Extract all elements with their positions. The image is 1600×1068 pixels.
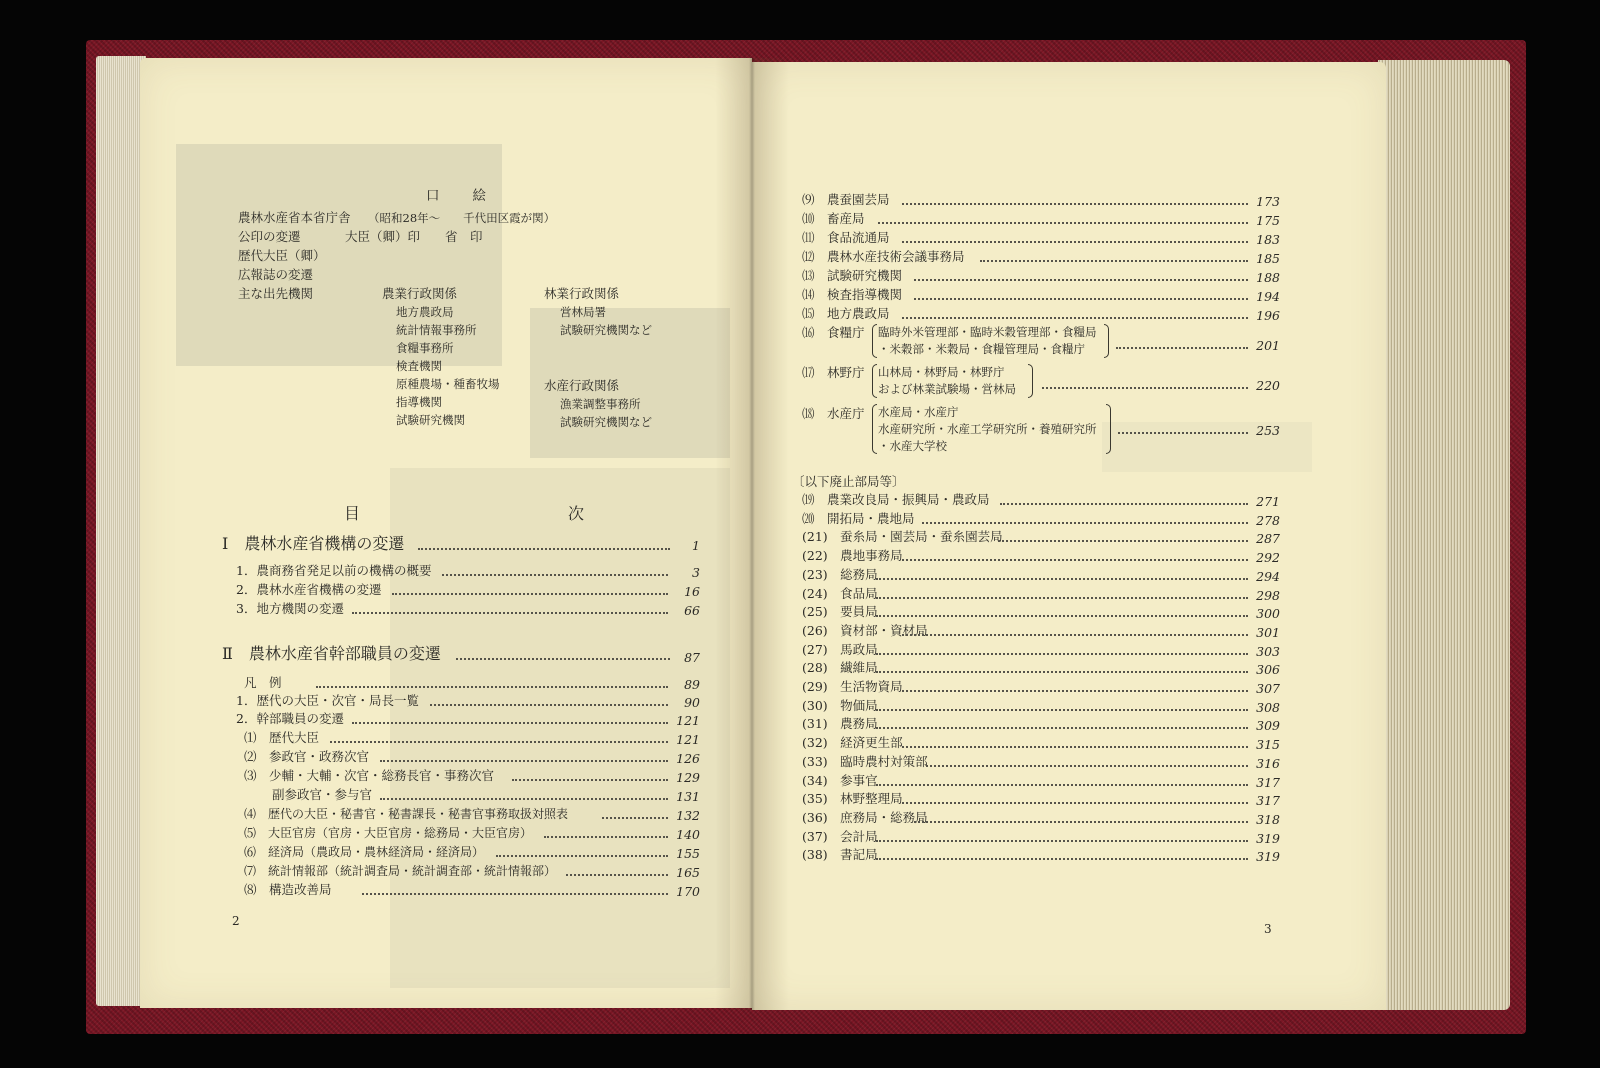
left-page [140, 58, 752, 1008]
leader-dots [442, 574, 668, 576]
toc-page: 90 [684, 695, 700, 710]
leader-dots [980, 260, 1248, 262]
brace-right [1106, 404, 1111, 454]
toc-entry: (23) 総務局 [802, 566, 878, 582]
toc-page: 307 [1256, 681, 1280, 696]
leader-dots [316, 686, 668, 688]
leader-dots [922, 522, 1248, 524]
toc-entry: ⒁ 検査指導機関 [802, 287, 903, 302]
leader-dots [902, 203, 1248, 205]
toc-page: 315 [1256, 737, 1280, 753]
toc-page: 89 [684, 677, 700, 692]
toc-entry: ⒂ 地方農政局 [802, 306, 890, 321]
toc-entry: ⑻ 構造改善局 [244, 882, 332, 897]
brace-line: ・米穀部・米穀局・食糧管理局・食糧庁 [878, 342, 1085, 356]
frontis-line: 歴代大臣（卿） [238, 248, 326, 263]
toc-entry: (32) 経済更生部 [802, 735, 903, 751]
leader-dots [430, 704, 668, 706]
toc-entry: (33) 臨時農村対策部 [802, 753, 928, 769]
toc-page: 1 [692, 538, 700, 553]
leader-dots [914, 298, 1248, 300]
toc-page: 66 [684, 603, 700, 618]
right-page [752, 62, 1386, 1010]
toc-page: 87 [684, 650, 700, 665]
leader-dots [512, 779, 668, 781]
leader-dots [926, 765, 1248, 767]
page-edges-left [96, 56, 146, 1006]
toc-title: 目 [344, 504, 361, 523]
toc-entry: (35) 林野整理局 [802, 791, 903, 807]
agri-item: 原種農場・種畜牧場 [396, 377, 500, 391]
toc-page: 16 [684, 584, 700, 599]
brace-right [1028, 364, 1033, 398]
leader-dots [1118, 432, 1248, 434]
toc-page: 196 [1256, 308, 1280, 323]
page-number: 3 [1264, 922, 1272, 936]
leader-dots [876, 858, 1248, 860]
leader-dots [1000, 503, 1248, 505]
toc-entry: ⑽ 畜産局 [802, 211, 865, 226]
toc-section-2: Ⅱ 農林水産省幹部職員の変遷 [222, 644, 441, 663]
leader-dots [1042, 387, 1248, 389]
toc-entry: ⑹ 経済局（農政局・農林経済局・経済局） [244, 845, 485, 859]
toc-entry: (30) 物価局 [802, 697, 878, 713]
toc-entry: ⑿ 農林水産技術会議事務局 [802, 249, 965, 264]
leader-dots [380, 760, 668, 762]
leader-dots [902, 634, 1248, 636]
toc-page: 309 [1256, 718, 1280, 734]
leader-dots [902, 241, 1248, 243]
leader-dots [496, 855, 668, 857]
toc-entry: ⒆ 農業改良局・振興局・農政局 [802, 492, 990, 507]
brace-line: および林業試験場・営林局 [878, 382, 1016, 396]
leader-dots [876, 671, 1248, 673]
agri-item: 検査機関 [396, 359, 442, 373]
toc-entry: (24) 食品局 [802, 585, 878, 601]
toc-entry: (26) 資材部・資材局 [802, 622, 928, 638]
leader-dots [456, 658, 670, 660]
brace-left [872, 404, 877, 454]
toc-page: 121 [676, 732, 700, 747]
toc-entry: ⑼ 農蚕園芸局 [802, 192, 890, 207]
leader-dots [876, 653, 1248, 655]
toc-entry: (38) 書記局 [802, 847, 878, 863]
leader-dots [362, 893, 668, 895]
frontis-line: 広報誌の変遷 [238, 267, 314, 282]
toc-page: 316 [1256, 755, 1280, 771]
leader-dots [876, 709, 1248, 711]
toc-entry: 1．農商務省発足以前の機構の概要 [236, 563, 432, 578]
leader-dots [876, 615, 1248, 617]
leader-dots [876, 597, 1248, 599]
toc-entry: (29) 生活物資局 [802, 679, 903, 694]
leader-dots [1116, 347, 1248, 349]
toc-page: 318 [1256, 811, 1280, 827]
brace-line: 山林局・林野局・林野庁 [878, 365, 1005, 379]
toc-entry: ⒀ 試験研究機関 [802, 268, 903, 283]
toc-page: 140 [676, 827, 700, 842]
fish-head: 水産行政関係 [544, 378, 620, 393]
brace-left [872, 324, 877, 358]
brace-line: 水産局・水産庁 [878, 405, 959, 419]
brace-left [872, 364, 877, 398]
leader-dots [902, 802, 1248, 804]
brace-line: 水産研究所・水産工学研究所・養殖研究所 [878, 422, 1097, 436]
leader-dots [902, 746, 1248, 748]
toc-page: 183 [1256, 232, 1280, 247]
agri-item: 統計情報事務所 [396, 323, 477, 337]
toc-page: 131 [676, 789, 700, 804]
agri-item: 食糧事務所 [396, 341, 454, 355]
toc-page: 155 [676, 846, 700, 861]
toc-entry: ⒇ 開拓局・農地局 [802, 510, 915, 526]
leader-dots [902, 559, 1248, 561]
toc-entry: (37) 会計局 [802, 828, 878, 844]
toc-entry: (21) 蚕糸局・園芸局・蚕糸園芸局 [802, 529, 1003, 545]
toc-page: 294 [1256, 568, 1280, 584]
frontis-note: （昭和28年～ 千代田区霞が関） [368, 211, 556, 225]
toc-entry: 3．地方機関の変遷 [236, 601, 344, 616]
toc-entry: ⑷ 歴代の大臣・秘書官・秘書課長・秘書官事務取扱対照表 [244, 807, 569, 821]
leader-dots [876, 840, 1248, 842]
toc-page: 317 [1256, 774, 1280, 790]
toc-entry: 凡 例 [244, 675, 282, 690]
agri-item: 試験研究機関 [396, 413, 465, 427]
toc-entry: ⒄ 林野庁 [802, 365, 865, 380]
forest-item: 試験研究機関など [560, 323, 652, 337]
toc-entry: 2．幹部職員の変遷 [236, 711, 344, 726]
page-edges-right [1378, 60, 1510, 1010]
toc-entry: (22) 農地事務局 [802, 548, 903, 564]
toc-page: 173 [1256, 194, 1280, 209]
toc-page: 121 [676, 713, 700, 728]
leader-dots [876, 727, 1248, 729]
toc-page: 188 [1256, 270, 1280, 285]
leader-dots [352, 722, 668, 724]
frontis-line: 主な出先機関 [238, 286, 314, 301]
frontis-line: 公印の変遷 [238, 229, 301, 244]
toc-page: 308 [1256, 699, 1280, 715]
toc-entry: ⑴ 歴代大臣 [244, 730, 320, 745]
toc-entry: (27) 馬政局 [802, 641, 878, 657]
page-number: 2 [232, 914, 240, 928]
toc-entry: (36) 庶務局・総務局 [802, 809, 928, 825]
toc-entry: ⑵ 参政官・政務次官 [244, 749, 370, 764]
agri-head: 農業行政関係 [382, 286, 458, 301]
frontispiece-title: 口 絵 [426, 188, 488, 204]
leader-dots [902, 690, 1248, 692]
leader-dots [876, 784, 1248, 786]
toc-page: 129 [676, 770, 700, 785]
toc-page: 201 [1256, 338, 1280, 353]
toc-section-1: Ⅰ 農林水産省機構の変遷 [222, 534, 405, 553]
leader-dots [602, 817, 668, 819]
toc-page: 292 [1256, 550, 1280, 566]
toc-page: 253 [1256, 423, 1280, 438]
toc-page: 185 [1256, 251, 1280, 266]
brace-line: 臨時外米管理部・臨時米穀管理部・食糧局 [878, 325, 1097, 339]
forest-item: 営林局署 [560, 305, 606, 319]
toc-page: 306 [1256, 662, 1280, 678]
toc-page: 170 [676, 884, 700, 899]
toc-page: 3 [692, 565, 700, 580]
leader-dots [876, 578, 1248, 580]
toc-entry: 副参政官・参与官 [272, 787, 373, 802]
toc-page: 301 [1256, 624, 1280, 640]
leader-dots [566, 874, 668, 876]
toc-entry: (34) 参事官 [802, 772, 878, 788]
frontis-note: 大臣（卿）印 省 印 [345, 229, 483, 244]
leader-dots [902, 317, 1248, 319]
toc-entry: ⑺ 統計情報部（統計調査局・統計調査部・統計情報部） [244, 864, 557, 878]
toc-page: 175 [1256, 213, 1280, 228]
agri-item: 指導機関 [396, 395, 442, 409]
fish-item: 試験研究機関など [560, 415, 652, 429]
toc-entry: ⒅ 水産庁 [802, 406, 865, 421]
leader-dots [544, 836, 668, 838]
toc-page: 319 [1256, 830, 1280, 846]
leader-dots [330, 741, 668, 743]
brace-line: ・水産大学校 [878, 439, 947, 453]
abolished-heading: 〔以下廃止部局等〕 [792, 474, 905, 489]
leader-dots [998, 540, 1248, 542]
toc-page: 303 [1256, 643, 1280, 659]
toc-page: 194 [1256, 289, 1280, 304]
brace-right [1104, 324, 1109, 358]
toc-title: 次 [568, 504, 585, 523]
leader-dots [352, 612, 668, 614]
toc-page: 132 [676, 808, 700, 823]
toc-page: 300 [1256, 606, 1280, 622]
toc-page: 165 [676, 865, 700, 880]
leader-dots [380, 798, 668, 800]
show-through-image [1102, 422, 1312, 472]
toc-page: 319 [1256, 849, 1280, 865]
toc-entry: ⒃ 食糧庁 [802, 325, 865, 340]
agri-item: 地方農政局 [396, 305, 454, 319]
toc-entry: (31) 農務局 [802, 716, 878, 732]
forest-head: 林業行政関係 [544, 286, 620, 301]
frontis-line: 農林水産省本省庁舎 [238, 210, 351, 225]
toc-entry: ⑸ 大臣官房（官房・大臣官房・総務局・大臣官房） [244, 826, 533, 840]
leader-dots [878, 222, 1248, 224]
toc-page: 271 [1256, 494, 1280, 509]
toc-page: 317 [1256, 793, 1280, 809]
leader-dots [418, 548, 670, 550]
toc-entry: (25) 要員局 [802, 604, 878, 620]
leader-dots [392, 593, 668, 595]
leader-dots [914, 821, 1248, 823]
toc-entry: 1．歴代の大臣・次官・局長一覧 [236, 693, 419, 708]
toc-page: 298 [1256, 587, 1280, 603]
toc-entry: ⑾ 食品流通局 [802, 230, 890, 245]
toc-page: 287 [1256, 531, 1280, 547]
toc-page: 278 [1256, 512, 1280, 528]
toc-page: 220 [1256, 378, 1280, 393]
toc-page: 126 [676, 751, 700, 766]
fish-item: 漁業調整事務所 [560, 397, 641, 411]
toc-entry: ⑶ 少輔・大輔・次官・総務長官・事務次官 [244, 768, 495, 783]
toc-entry: (28) 繊維局 [802, 660, 878, 676]
toc-entry: 2．農林水産省機構の変遷 [236, 582, 382, 597]
leader-dots [914, 279, 1248, 281]
